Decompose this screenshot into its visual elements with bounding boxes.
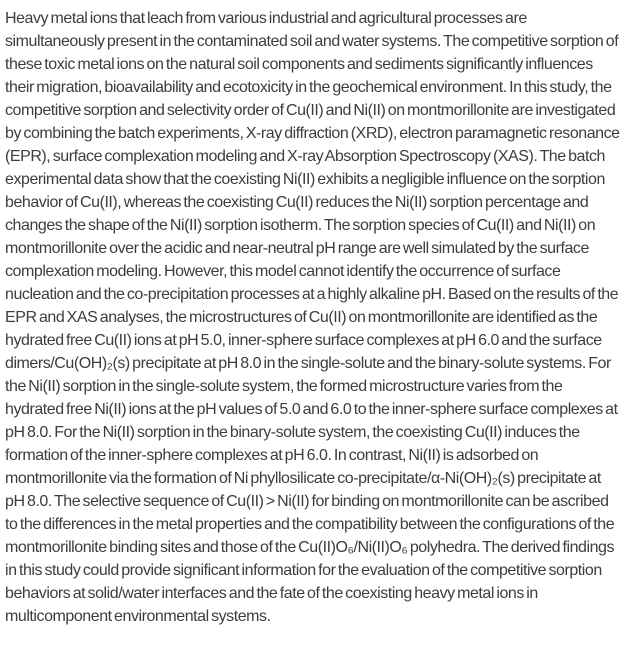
abstract-paragraph: Heavy metal ions that leach from various industrial and agricultural processes are simultaneously present in the contaminated soil and water systems. The competitive sorption of these toxic metal ions on the natural soil components and sediments significantly influences their migration, bioavailability and ecotoxicity in the geochemical environment. In this study, the competitive sorption and selectivity order of Cu(II) and Ni(II) on montmorillonite are investigated by combining the batch experiments, X-ray diffraction (XRD), electron paramagnetic resonance (EPR), surface complexation modeling and X-ray Absorption Spectroscopy (XAS). The batch experimental data show that the coexisting Ni(II) exhibits a negligible influence on the sorption behavior of Cu(II), whereas the coexisting Cu(II) reduces the Ni(II) sorption percentage and changes the shape of the Ni(II) sorption isotherm. The sorption species of Cu(II) and Ni(II) on montmorillonite over the acidic and near-neutral pH range are well simulated by the surface complexation modeling. However, this model cannot identify the occurrence of surface nucleation and the co-precipitation processes at a highly alkaline pH. Based on the results of the EPR and XAS analyses, the microstructures of Cu(II) on montmorillonite are identified as the hydrated free Cu(II) ions at pH 5.0, inner-sphere surface complexes at pH 6.0 and the surface dimers/Cu(OH)₂(s) precipitate at pH 8.0 in the single-solute and the binary-solute systems. For the Ni(II) sorption in the single-solute system, the formed microstructure varies from the hydrated free Ni(II) ions at the pH values of 5.0 and 6.0 to the inner-sphere surface complexes at pH 8.0. For the Ni(II) sorption in the binary-solute system, the coexisting Cu(II) induces the formation of the inner-sphere complexes at pH 6.0. In contrast, Ni(II) is adsorbed on montmorillonite via the formation of Ni phyllosilicate co-precipitate/α-Ni(OH)₂(s) precipitate at pH 8.0. The selective sequence of Cu(II) > Ni(II) for binding on montmorillonite can be ascribed to the differences in the metal properties and the compatibility between the configurations of the montmorillonite binding sites and those of the Cu(II)O₆/Ni(II)O₆ polyhedra. The derived findings in this study could provide significant information for the evaluation of the competitive sorption behaviors at solid/water interfaces and the fate of the coexisting heavy metal ions in multicomponent environmental systems. [5,10,620,625]
